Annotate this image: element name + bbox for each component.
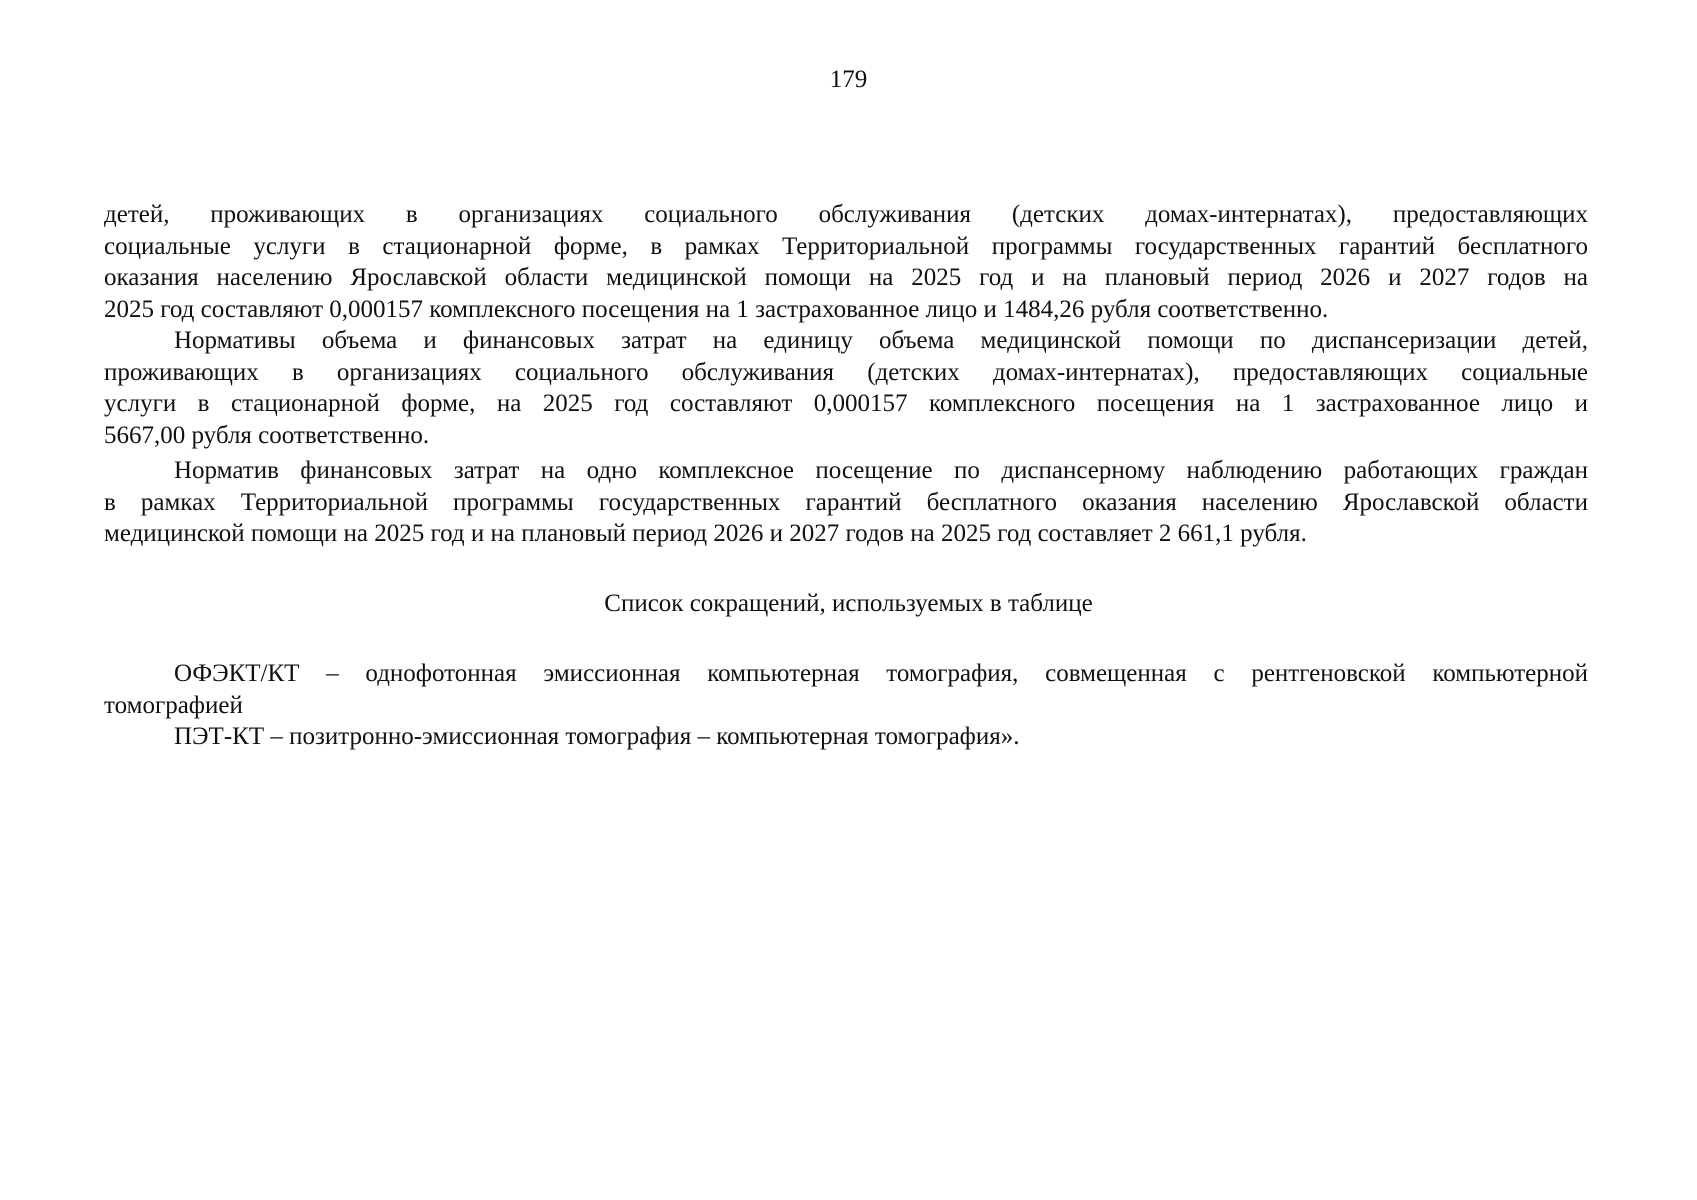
text-line: детей, проживающих в организациях социального обслуживания (детских домах-интернатах), предоставляющих	[104, 201, 1588, 228]
text-line: услуги в стационарной форме, на 2025 год составляют 0,000157 комплексного посещения на 1 застрахованное лицо и	[104, 390, 1588, 417]
abbreviation-pet-kt	[104, 721, 1588, 753]
text-line: оказания населению Ярославской области медицинской помощи на 2025 год и на плановый период 2026 и 2027 годов на	[104, 264, 1588, 291]
text-line: ОФЭКТ/КТ – однофотонная эмиссионная компьютерная томография, совмещенная с рентгеновской компьютерной	[174, 660, 1588, 687]
document-body	[104, 199, 1588, 550]
abbreviations-list	[104, 658, 1588, 753]
paragraph-2	[104, 325, 1588, 451]
text-line: 2025 год составляют 0,000157 комплексного посещения на 1 застрахованное лицо и 1484,26 рубля соответственно.	[104, 295, 1329, 323]
text-line: ПЭТ-КТ – позитронно-эмиссионная томография – компьютерная томография».	[174, 723, 1020, 750]
abbreviations-heading: Список сокращений, используемых в таблице	[604, 590, 1093, 617]
text-line: в рамках Территориальной программы государственных гарантий бесплатного оказания населению Ярославской области	[104, 488, 1588, 516]
text-line: томографией	[104, 691, 243, 719]
text-line: социальные услуги в стационарной форме, в рамках Территориальной программы государственных гарантий бесплатного	[104, 232, 1588, 260]
abbreviation-ofekt-kt	[104, 658, 1588, 721]
text-line: медицинской помощи на 2025 год и на плановый период 2026 и 2027 годов на 2025 год составляет 2 661,1 рубля.	[104, 520, 1307, 547]
paragraph-3	[104, 455, 1588, 550]
text-line: Норматив финансовых затрат на одно комплексное посещение по диспансерному наблюдению работающих граждан	[174, 457, 1588, 484]
paragraph-1	[104, 199, 1588, 325]
text-line: 5667,00 рубля соответственно.	[104, 421, 430, 449]
page-number: 179	[829, 66, 868, 93]
text-line: проживающих в организациях социального обслуживания (детских домах-интернатах), предоставляющих социальные	[104, 358, 1588, 386]
text-line: Нормативы объема и финансовых затрат на единицу объема медицинской помощи по диспансеризации детей,	[174, 327, 1588, 354]
